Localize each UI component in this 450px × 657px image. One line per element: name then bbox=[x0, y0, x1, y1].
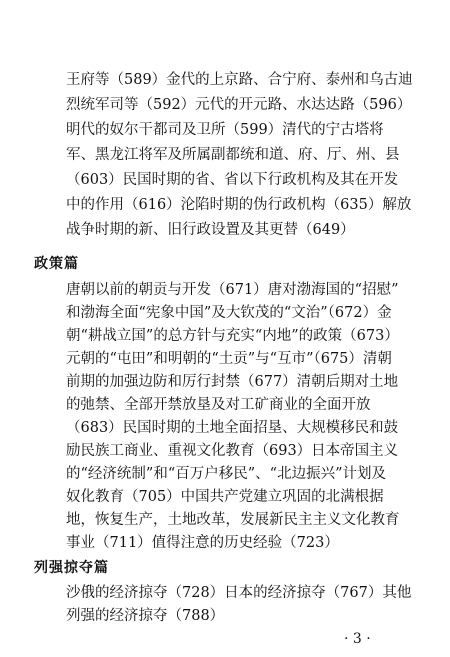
text-line: 战争时期的新、旧行政设置及其更替（649） bbox=[66, 222, 355, 238]
text-line: 前期的加强边防和厉行封禁（677）清朝后期对土地 bbox=[66, 374, 399, 390]
text-line: 列强的经济掠夺（788） bbox=[66, 608, 225, 624]
text-line: 励民族工商业、重视文化教育（693）日本帝国主义 bbox=[66, 443, 399, 459]
text-line: 朝“耕战立国”的总方针与充实“内地”的政策（673） bbox=[66, 328, 399, 344]
text-line: 中的作用（616）沦陷时期的伪行政机构（635）解放 bbox=[66, 197, 412, 213]
text-line: 军、黑龙江将军及所属副都统和道、府、厅、州、县 bbox=[66, 147, 400, 163]
text-line: 沙俄的经济掠夺（728）日本的经济掠夺（767）其他 bbox=[66, 585, 412, 601]
section-heading: 政策篇 bbox=[34, 256, 79, 272]
text-line: 王府等（589）金代的上京路、合宁府、泰州和乌古迪 bbox=[66, 72, 413, 88]
text-line: 元朝的“屯田”和明朝的“土贡”与“互市”（675）清朝 bbox=[66, 351, 392, 367]
text-line: 和渤海全面“宪象中国”及大钦茂的“文治”（672）金 bbox=[66, 305, 392, 321]
text-line: 烈统军司等（592）元代的开元路、水达达路（596） bbox=[66, 97, 412, 113]
page-number: · 3 · bbox=[344, 631, 371, 647]
text-line: 明代的奴尔干都司及卫所（599）清代的宁古塔将 bbox=[66, 122, 384, 138]
section-heading: 列强掠夺篇 bbox=[34, 560, 109, 576]
text-line: 奴化教育（705）中国共产党建立巩固的北满根据 bbox=[66, 489, 384, 505]
text-line: 的弛禁、全部开禁放垦及对工矿商业的全面开放 bbox=[66, 397, 371, 413]
text-line: （683）民国时期的土地全面招垦、大规模移民和鼓 bbox=[66, 420, 399, 436]
text-line: 唐朝以前的朝贡与开发（671）唐对渤海国的“招慰” bbox=[66, 282, 399, 298]
text-line: （603）民国时期的省、省以下行政机构及其在开发 bbox=[66, 172, 399, 188]
text-line: 的“经济统制”和“百万户移民”、“北边振兴”计划及 bbox=[66, 466, 386, 482]
text-line: 地，恢复生产，土地改革，发展新民主主义文化教育 bbox=[66, 512, 400, 528]
text-line: 事业（711）值得注意的历史经验（723） bbox=[66, 535, 339, 551]
